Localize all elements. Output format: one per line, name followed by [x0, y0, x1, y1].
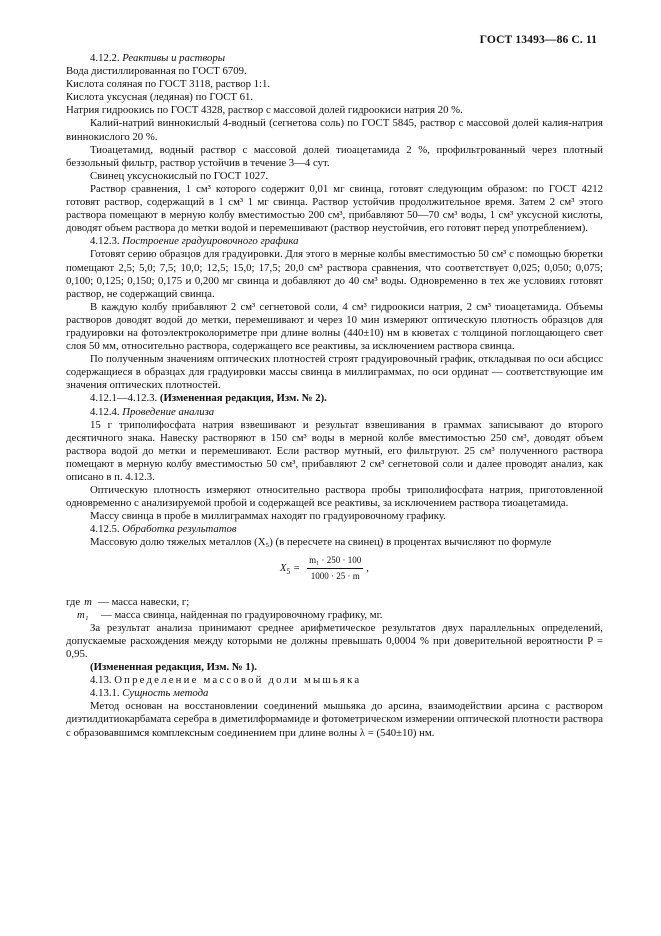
section-heading [66, 523, 603, 536]
section-heading [66, 235, 603, 248]
paragraph: Готовят серию образцов для градуировки. Для этого в мерные колбы вместимостью 50 см³ с помощью бюретки помещают 2,5; 5,0; 7,5; 10,0; 12,5; 15,0; 17,5; 20,0 см³ раствора сравнения, что соответствует 0,025; 0,050; 0,075; 0,100; 0,125; 0,150; 0,175 и 0,200 мг свинца и добавляют до 40 см³ воды. Одновременно в тех же условиях готовят раствор, не содержащий свинца. [66, 248, 603, 300]
formula-numerator: m₁ · 250 · 100 [307, 554, 363, 569]
where-row [77, 609, 603, 622]
section-title: Проведение анализа [122, 405, 215, 418]
paragraph: Массу свинца в пробе в миллиграммах находят по градуировочному графику. [90, 510, 446, 523]
paragraph: В каждую колбу прибавляют 2 см³ сегнетовой соли, 4 см³ гидроокиси натрия, 2 см³ тиоацетамида. Объемы растворов доводят водой до метки, перемешивают и через 10 мин измеряют оптическую плотность образцов для градуировки на фотоэлектроколориметре при длине волны (440±10) нм в кюветах с толщиной поглощающего свет слоя 50 мм, относительно раствора, содержащего все реактивы, за исключением раствора свинца. [66, 300, 603, 353]
reagent-item: Калий-натрий виннокислый 4-водный (сегнетова соль) по ГОСТ 5845, раствор с массовой долей калия-натрия виннокислого 20 %. [66, 117, 603, 143]
paragraph: Оптическую плотность измеряют относительно раствора пробы триполифосфата натрия, приготовленной одновременно с анализируемой пробой и содержащей все реактивы, за исключением раствора тиоацетамида. [66, 484, 603, 510]
formula-lhs: $X_5$ = [280, 562, 301, 576]
paragraph: По полученным значениям оптических плотностей строят градуировочный график, откладывая по оси абсцисс содержащиеся в образцах для градуировки массы свинца в миллиграммах, по оси ординат — соответствующие им значения оптических плотностей. [66, 353, 603, 392]
section-heading [66, 674, 603, 687]
paragraph: Метод основан на восстановлении соединений мышьяка до арсина, взаимодействии арсина с раствором диэтилдитиокарбамата серебра в диметилформамиде и фотометрическом измерении оптической плотности раствора с образовавшимся комплексным соединением при длине волны λ = (540±10) нм. [66, 700, 603, 739]
edition-note: (Измененная редакция, Изм. № 1). [90, 661, 257, 674]
page-header: ГОСТ 13493—86 С. 11 [479, 33, 597, 46]
paragraph: За результат анализа принимают среднее арифметическое результатов двух параллельных определений, допускаемые расхождения между которыми не должны превышать 0,0004 % при доверительной вероятности P = 0,95. [66, 621, 603, 660]
where-label: где [66, 595, 81, 608]
formula [66, 554, 603, 592]
edition-note-text: (Измененная редакция, Изм. № 2). [159, 392, 327, 405]
reagent-item: Натрия гидроокись по ГОСТ 4328, раствор с массовой долей гидроокиси натрия 20 %. [66, 104, 463, 117]
where-desc: — масса свинца, найденная по градуировочному графику, мг. [101, 608, 383, 621]
edition-note [66, 392, 603, 405]
reagent-item: Тиоацетамид, водный раствор с массовой долей тиоацетамида 2 %, профильтрованный через плотный беззольный фильтр, раствор устойчив в течение 3—4 сут. [66, 143, 603, 169]
section-title: Обработка результатов [122, 523, 237, 536]
paragraph: Раствор сравнения, 1 см³ которого содержит 0,01 мг свинца, готовят следующим образом: по ГОСТ 4212 готовят раствор, содержащий в 1 см³ 1 мг свинца. Раствор устойчив продолжительное время. Затем 2 см³ этого раствора помещают в мерную колбу вместимостью 200 см³, прибавляют 50—70 см³ воды, 1 см³ уксусной кислоты, доводят объем раствора до метки водой и перемешивают (раствор неустойчив, его готовят перед употреблением). [66, 182, 603, 235]
reagent-item: Свинец уксуснокислый по ГОСТ 1027. [90, 169, 269, 182]
section-title: Определение массовой доли мышьяка [114, 674, 362, 687]
section-number: 4.12.2. [90, 52, 120, 64]
where-row [66, 596, 603, 609]
section-title: Построение градуировочного графика [122, 235, 299, 248]
section-number: 4.12.5. [90, 523, 120, 536]
where-symbol: m [84, 595, 92, 608]
reagent-item: Кислота уксусная (ледяная) по ГОСТ 61. [66, 91, 254, 104]
section-heading [66, 52, 603, 65]
formula-fraction [307, 554, 363, 583]
section-title: Реактивы и растворы [122, 52, 225, 64]
section-number: 4.12.3. [90, 235, 120, 248]
reagent-item: Кислота соляная по ГОСТ 3118, раствор 1:1. [66, 78, 271, 91]
section-title: Сущность метода [122, 687, 209, 700]
section-number: 4.12.1—4.12.3. [90, 392, 158, 405]
where-desc: — масса навески, г; [98, 595, 190, 608]
document-body [66, 52, 603, 740]
section-number: 4.12.4. [90, 405, 120, 418]
section-number: 4.13. [90, 674, 112, 687]
where-symbol: m₁ [77, 608, 89, 621]
section-heading [66, 687, 603, 700]
paragraph: 15 г триполифосфата натрия взвешивают и результат взвешивания в граммах записывают до второго десятичного знака. Навеску растворяют в 150 см³ воды в мерной колбе вместимостью 250 см³, доводят объем раствора водой до метки и перемешивают. Если раствор мутный, его фильтруют. 25 см³ полученного раствора помещают в мерную колбу вместимостью 50 см³, прибавляют 2 см³ сегнетовой соли и далее проводят анализ, как описано в п. 4.12.3. [66, 418, 603, 483]
section-heading [66, 406, 603, 419]
formula-denominator: 1000 · 25 · m [310, 570, 360, 581]
section-number: 4.13.1. [90, 687, 120, 700]
paragraph: Массовую долю тяжелых металлов (X₅) (в пересчете на свинец) в процентах вычисляют по формуле [90, 536, 552, 549]
formula-tail: , [366, 562, 369, 574]
reagent-item: Вода дистиллированная по ГОСТ 6709. [66, 65, 247, 78]
